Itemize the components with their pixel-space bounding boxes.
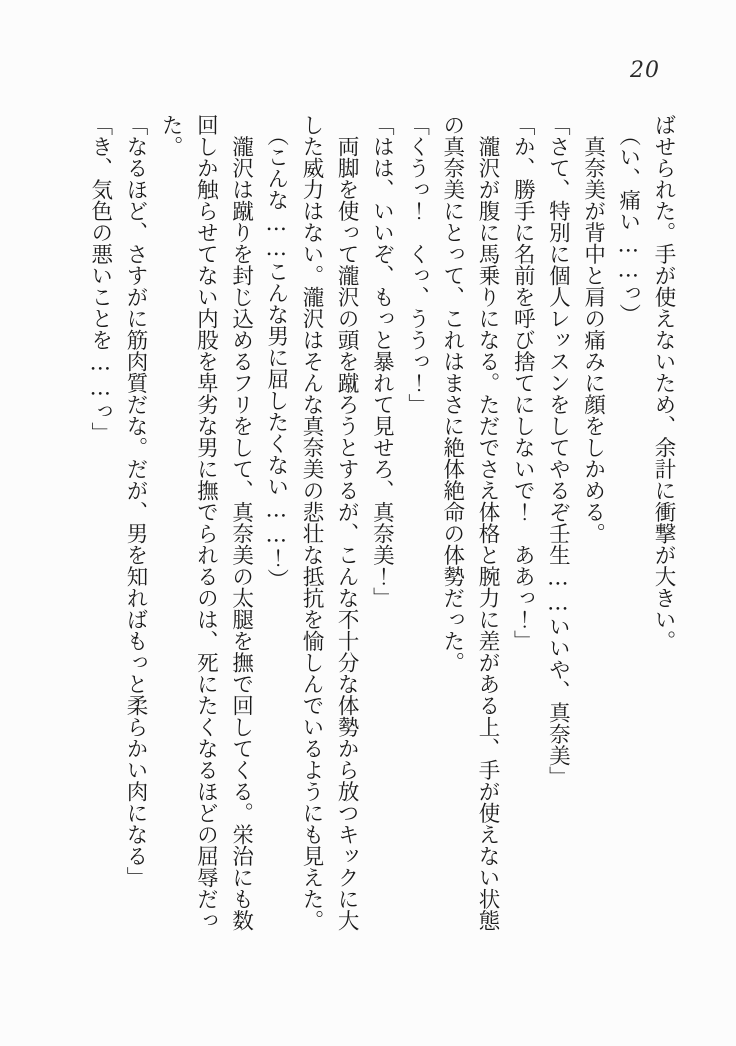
- text-line: ばせられた。手が使えないため、余計に衝撃が大きい。: [651, 114, 676, 652]
- page-number: 20: [630, 58, 660, 83]
- text-line: 両脚を使って瀧沢の頭を蹴ろうとするが、こんな不十分な体勢から放つキックに大: [334, 114, 360, 931]
- text-line: 「はは、いいぞ、もっと暴れて見せろ、真奈美！」: [369, 114, 395, 609]
- text-line: 瀧沢が腹に馬乗りになる。ただでさえ体格と腕力に差がある上、手が使えない状態: [474, 114, 500, 931]
- text-line: 「か、勝手に名前を呼び捨てにしないで！ ああっ！」: [510, 114, 536, 652]
- text-line: （こんな……こんな男に屈したくない……！）: [263, 114, 289, 591]
- text-line: た。: [158, 114, 184, 157]
- text-line: （い、痛い……っ）: [615, 114, 641, 326]
- text-line: 「さて、特別に個人レッスンをしてやるぞ壬生……いいや、真奈美」: [545, 114, 571, 788]
- page-text: [83, 114, 681, 950]
- text-line: 真奈美が背中と肩の痛みに顔をしかめる。: [580, 114, 606, 544]
- text-line: 「くうっ！ くっ、ううっ！」: [404, 114, 430, 415]
- text-line: 回しか触らせてない内股を卑劣な男に撫でられるのは、死にたくなるほどの屈辱だっ: [193, 114, 219, 931]
- text-line: した威力はない。瀧沢はそんな真奈美の悲壮な抵抗を愉しんでいるようにも見えた。: [298, 114, 324, 931]
- text-line: 瀧沢は蹴りを封じ込めるフリをして、真奈美の太腿を撫で回してくる。栄治にも数: [228, 114, 254, 931]
- text-line: 「き、気色の悪いことを……っ」: [87, 114, 113, 444]
- text-line: の真奈美にとって、これはまさに絶体絶命の体勢だった。: [439, 114, 465, 673]
- text-line: 「なるほど、さすがに筋肉質だな。だが、男を知ればもっと柔らかい肉になる」: [122, 114, 148, 888]
